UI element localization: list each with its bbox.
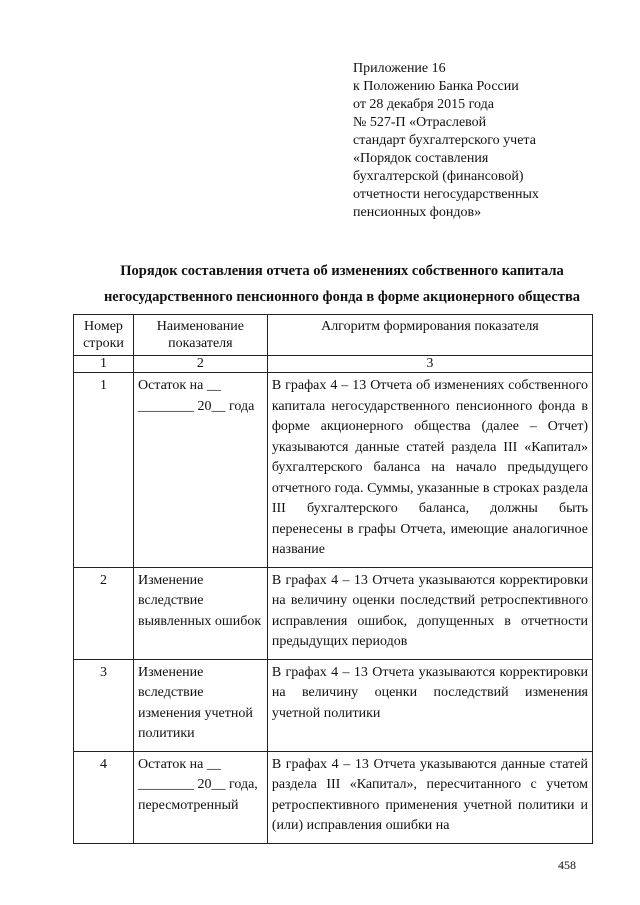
document-title-line-2: негосударственного пенсионного фонда в форме акционерного общества (103, 289, 581, 305)
appendix-line: отчетности негосударственных (353, 187, 539, 202)
appendix-line: «Порядок составления (353, 151, 489, 166)
algorithm-text: В графах 4 – 13 Отчета указываются корректировки на величину оценки последствий ретроспективного исправления ошибок, допущенных в отчетности предыдущих периодов (267, 567, 592, 659)
table-header-row (74, 315, 593, 356)
indicator-name: Изменение вследствие изменения учетной политики (133, 659, 267, 751)
appendix-reference (353, 60, 613, 222)
row-number: 3 (74, 659, 134, 751)
appendix-line: стандарт бухгалтерского учета (353, 133, 536, 148)
row-number: 4 (74, 751, 134, 843)
appendix-line: № 527-П «Отраслевой (353, 115, 487, 130)
appendix-line: Приложение 16 (353, 61, 446, 76)
table-row (74, 373, 593, 568)
indicator-name: Остаток на __ ________ 20__ года (133, 373, 267, 568)
row-number: 2 (74, 567, 134, 659)
header-row-number: Номер строки (74, 315, 134, 356)
indicators-table (73, 314, 593, 844)
page-number: 458 (558, 858, 576, 872)
header-algorithm: Алгоритм формирования показателя (267, 315, 592, 356)
column-number: 1 (74, 356, 134, 373)
column-number-row (74, 356, 593, 373)
header-indicator-name: Наименование показателя (133, 315, 267, 356)
appendix-line: к Положению Банка России (353, 79, 519, 94)
algorithm-text: В графах 4 – 13 Отчета об изменениях собственного капитала негосударственного пенсионного фонда в форме акционерного общества (далее – Отчет) указываются данные статей раздела III «Капитал» бухгалтерского баланса на начало предыдущего отчетного года. Суммы, указанные в строках раздела III бухгалтерского баланса, должны быть перенесены в графы Отчета, имеющие аналогичное название (267, 373, 592, 568)
algorithm-text: В графах 4 – 13 Отчета указываются корректировки на величину оценки последствий изменения учетной политики (267, 659, 592, 751)
column-number: 3 (267, 356, 592, 373)
document-title-line-1: Порядок составления отчета об изменениях собственного капитала (120, 263, 564, 279)
table-row (74, 751, 593, 843)
indicator-name: Изменение вследствие выявленных ошибок (133, 567, 267, 659)
row-number: 1 (74, 373, 134, 568)
appendix-line: пенсионных фондов» (353, 205, 482, 220)
table-row (74, 567, 593, 659)
appendix-line: от 28 декабря 2015 года (353, 97, 494, 112)
indicator-name: Остаток на __ ________ 20__ года, пересмотренный (133, 751, 267, 843)
appendix-line: бухгалтерской (финансовой) (353, 169, 524, 184)
column-number: 2 (133, 356, 267, 373)
table-row (74, 659, 593, 751)
algorithm-text: В графах 4 – 13 Отчета указываются данные статей раздела III «Капитал», пересчитанного с учетом ретроспективного применения учетной политики и (или) исправления ошибки на (267, 751, 592, 843)
